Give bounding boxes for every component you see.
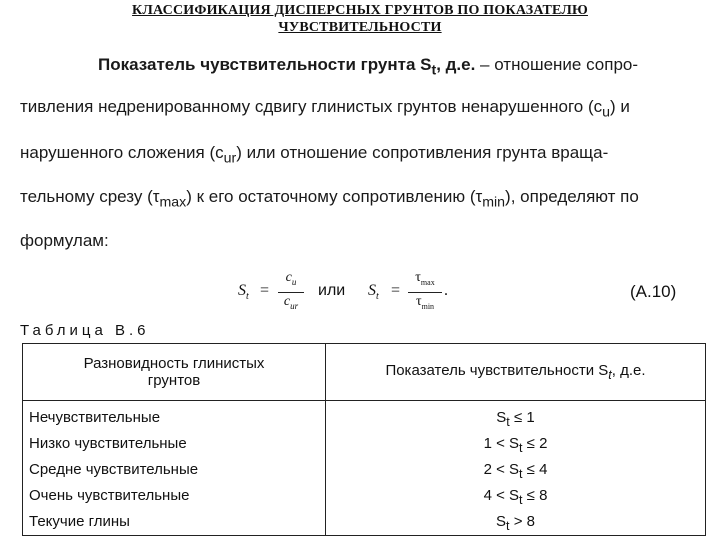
header-sensitivity-sub: t xyxy=(608,368,612,382)
paragraph-line-4 xyxy=(20,187,639,210)
formula-or: или xyxy=(318,282,346,299)
table-row-value xyxy=(332,405,699,431)
paragraph-line-4-b: ) к его остаточному сопротивлению (τ xyxy=(186,187,483,206)
formula-2-numerator xyxy=(408,270,442,287)
soil-types-column xyxy=(23,401,326,536)
value-a: S xyxy=(496,409,507,426)
formula-1-cur-sub: ur xyxy=(290,300,299,311)
table-row-name: Низко чувствительные xyxy=(29,435,187,452)
value-a: 2 < S xyxy=(483,461,520,478)
table-row-value xyxy=(332,457,699,483)
value-a: 4 < S xyxy=(483,487,520,504)
table-row-name: Текучие глины xyxy=(29,513,130,530)
value-b: ≤ 8 xyxy=(522,487,548,504)
document-title xyxy=(60,2,660,36)
formula-1-c-den: c xyxy=(283,294,291,309)
value-b: ≤ 2 xyxy=(522,435,548,452)
value-sub: t xyxy=(519,493,523,507)
paragraph-line-1 xyxy=(98,55,638,78)
paragraph-line-2-end: ) и xyxy=(610,97,630,116)
formula-2-S-sub: t xyxy=(376,291,379,303)
formula-2-S: S xyxy=(368,282,376,299)
formula-2-tau-sub: max xyxy=(420,277,435,287)
value-sub: t xyxy=(506,415,510,429)
title-line-2: ЧУВСТВИТЕЛЬНОСТИ xyxy=(278,20,442,35)
table-caption: Таблица В.6 xyxy=(20,322,150,339)
paragraph-line-4-a: тельному срезу (τ xyxy=(20,187,160,206)
header-sensitivity-unit: , д.е. xyxy=(611,362,646,379)
header-soil-type xyxy=(23,344,326,401)
formula-1-c: c xyxy=(285,270,292,285)
tau-min-subscript: min xyxy=(482,194,506,211)
paragraph-line-3-text: нарушенного сложения (c xyxy=(20,143,224,162)
header-soil-type-line-2: грунтов xyxy=(147,372,201,389)
formula-2-lhs xyxy=(368,282,379,302)
value-b: ≤ 1 xyxy=(509,409,535,426)
value-a: 1 < S xyxy=(483,435,520,452)
sensitivity-values-column xyxy=(326,401,706,536)
formula-2-tau: τ xyxy=(415,270,421,285)
title-line-1: КЛАССИФИКАЦИЯ ДИСПЕРСНЫХ ГРУНТОВ ПО ПОКАЗАТЕЛЮ xyxy=(132,3,588,18)
formula-number: (А.10) xyxy=(630,282,677,301)
formula-1-equals: = xyxy=(260,282,270,299)
paragraph-line-5: формулам: xyxy=(20,231,109,250)
header-soil-type-line-1: Разновидность глинистых xyxy=(83,355,265,372)
paragraph-line-2-text: тивления недренированному сдвигу глинистых грунтов ненарушенного (c xyxy=(20,97,603,116)
formula-2-fraction-bar xyxy=(408,292,442,293)
sensitivity-table xyxy=(22,343,706,536)
value-b: ≤ 4 xyxy=(522,461,548,478)
table-row-value xyxy=(332,483,699,509)
header-sensitivity-index xyxy=(326,344,706,401)
paragraph-line-1-rest: – отношение сопро- xyxy=(475,55,639,74)
value-a: S xyxy=(496,513,507,530)
formula-1-denominator xyxy=(276,294,306,311)
formula-1-lhs xyxy=(238,282,249,302)
formula-2-denominator xyxy=(408,294,442,311)
value-b: > 8 xyxy=(509,513,535,530)
table-header-row xyxy=(23,344,706,401)
table-row-value xyxy=(332,509,699,535)
tau-max-subscript: max xyxy=(159,194,187,211)
table-body-row xyxy=(23,401,706,536)
cur-subscript: ur xyxy=(223,150,237,167)
formula-1-S-sub: t xyxy=(246,291,249,303)
formula-2-tau-den: τ xyxy=(415,294,422,309)
formula-period: . xyxy=(444,282,448,299)
term-unit: , д.е. xyxy=(436,55,476,74)
table-row-name: Очень чувствительные xyxy=(29,487,190,504)
term-bold: Показатель чувствительности грунта S xyxy=(98,55,432,74)
value-sub: t xyxy=(506,519,510,533)
paragraph-line-4-c: ), определяют по xyxy=(505,187,639,206)
table-row-name: Средне чувствительные xyxy=(29,461,199,478)
table-row-value xyxy=(332,431,699,457)
cu-subscript: u xyxy=(602,104,611,121)
value-sub: t xyxy=(519,467,523,481)
formula-1-S: S xyxy=(238,282,246,299)
formula-1-fraction-bar xyxy=(278,292,304,293)
formula-2-equals: = xyxy=(391,282,401,299)
paragraph-line-3 xyxy=(20,143,608,166)
table-row-name: Нечувствительные xyxy=(29,409,161,426)
formula-2-tau-min-sub: min xyxy=(421,301,435,311)
value-sub: t xyxy=(519,441,523,455)
paragraph-line-2 xyxy=(20,97,630,120)
formula-block xyxy=(0,268,720,324)
formula-1-numerator xyxy=(278,270,304,287)
header-sensitivity-text: Показатель чувствительности S xyxy=(385,362,609,379)
paragraph-line-3-end: ) или отношение сопротивления грунта враща- xyxy=(236,143,609,162)
term-subscript: t xyxy=(431,62,437,79)
formula-1-c-sub: u xyxy=(291,276,297,287)
